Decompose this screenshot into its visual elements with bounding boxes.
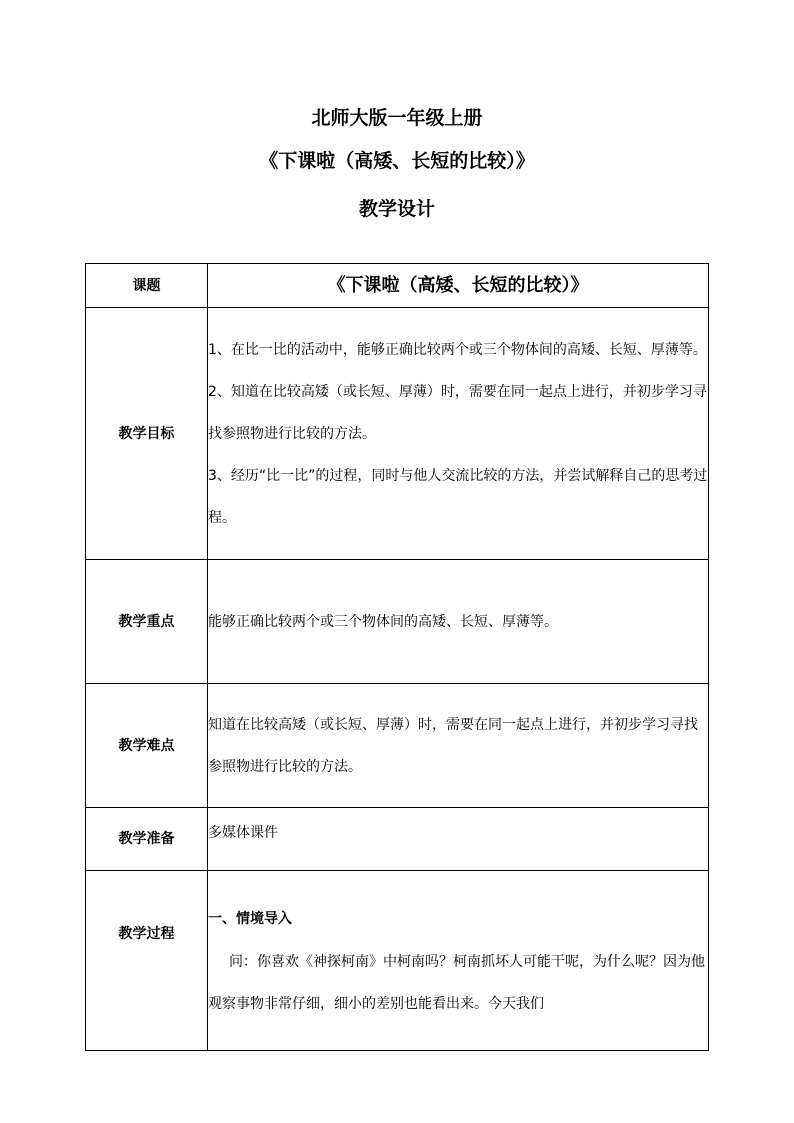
document-type-title: 教学设计	[358, 198, 435, 220]
preparation-cell	[208, 808, 709, 871]
process-content	[208, 871, 709, 1051]
focus-label: 教学重点	[86, 560, 208, 684]
difficulty-value: 知道在比较高矮（或长短、厚薄）时，需要在同一起点上进行，并初步学习寻找参照物进行比较的方法。	[208, 716, 698, 775]
focus-value: 能够正确比较两个或三个物体间的高矮、长短、厚薄等。	[208, 560, 709, 684]
topic-value: 《下课啦（高矮、长短的比较）》	[208, 264, 709, 308]
lesson-title: 《下课啦（高矮、长短的比较）》	[259, 150, 535, 172]
difficulty-cell	[208, 684, 709, 808]
lesson-plan-table	[85, 263, 709, 1051]
table-row-focus	[86, 560, 709, 684]
goals-content	[208, 308, 709, 560]
preparation-label: 教学准备	[86, 808, 208, 871]
goal-item-3: 3、经历“比一比”的过程，同时与他人交流比较的方法，并尝试解释自己的思考过程。	[208, 467, 708, 526]
document-title-block	[0, 100, 794, 233]
process-paragraph: 问：你喜欢《神探柯南》中柯南吗？柯南抓坏人可能干呢，为什么呢？因为他观察事物非常仔细，细小的差别也能看出来。今天我们	[208, 953, 705, 1012]
goals-label: 教学目标	[86, 308, 208, 560]
process-section-heading: 一、情境导入	[208, 910, 292, 927]
difficulty-label: 教学难点	[86, 684, 208, 808]
preparation-value: 多媒体课件	[208, 825, 278, 841]
process-label: 教学过程	[86, 871, 208, 1051]
table-row-topic	[86, 264, 709, 308]
table-row-process	[86, 871, 709, 1051]
textbook-title: 北师大版一年级上册	[311, 107, 483, 129]
table-row-difficulty	[86, 684, 709, 808]
goal-item-1: 1、在比一比的活动中，能够正确比较两个或三个物体间的高矮、长短、厚薄等。	[208, 341, 707, 358]
table-row-preparation	[86, 808, 709, 871]
topic-label: 课题	[86, 264, 208, 308]
table-row-goals	[86, 308, 709, 560]
goal-item-2: 2、知道在比较高矮（或长短、厚薄）时，需要在同一起点上进行，并初步学习寻找参照物进行比较的方法。	[208, 383, 707, 442]
